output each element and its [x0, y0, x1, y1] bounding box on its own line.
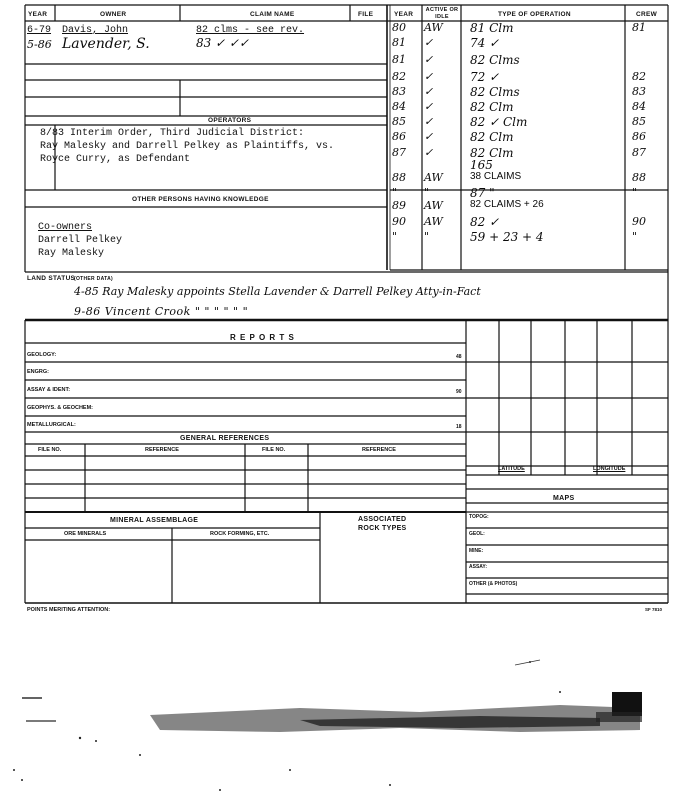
operation-row-11-type: 38 CLAIMS [470, 171, 522, 182]
owner-row-1-claim: 82 clms - see rev. [196, 25, 305, 36]
operation-row-12-status: " [424, 186, 430, 199]
report-label-1: GEOLOGY: [27, 352, 57, 358]
operation-row-3-status: ✓ [424, 53, 434, 66]
operation-row-14-year: 90 [392, 215, 406, 228]
maps-title: MAPS [553, 495, 575, 502]
operation-row-15-crew: " [632, 230, 638, 243]
operation-row-4-type: 72 ✓ [470, 70, 500, 84]
operators-line-3: Royce Curry, as Defendant [40, 154, 191, 165]
gr-reference-2: REFERENCE [362, 447, 396, 453]
header-year-2: YEAR [394, 11, 414, 18]
operation-row-5-crew: 83 [632, 85, 646, 98]
points-meriting-attention: POINTS MERITING ATTENTION: [27, 607, 111, 613]
operation-row-1-type: 81 Clm [470, 21, 514, 35]
operation-row-9-crew: 87 [632, 146, 646, 159]
operation-row-13-type: 82 CLAIMS + 26 [470, 199, 544, 210]
gr-reference: REFERENCE [145, 447, 179, 453]
operation-row-9-type: 82 Clm [470, 146, 514, 160]
operators-title: OPERATORS [208, 117, 252, 124]
owner-row-2-year: 5-86 [27, 38, 52, 51]
owner-row-1-year: 6-79 [27, 25, 52, 36]
header-file: FILE [358, 11, 374, 18]
operation-row-8-crew: 86 [632, 130, 646, 143]
report-num-5: 18 [456, 424, 462, 430]
operation-row-10-type: 165 [470, 158, 493, 172]
scan-noise [0, 620, 678, 803]
associated-label: ASSOCIATED [358, 516, 407, 523]
operation-row-12-type: 87 " [470, 186, 495, 200]
operation-row-11-year: 88 [392, 171, 406, 184]
general-references-title: GENERAL REFERENCES [180, 435, 270, 442]
report-label-5: METALLURGICAL: [27, 422, 76, 428]
co-owner-1: Darrell Pelkey [38, 235, 123, 246]
operation-row-7-crew: 85 [632, 115, 646, 128]
operation-row-14-type: 82 ✓ [470, 215, 500, 229]
operation-row-13-year: 89 [392, 199, 406, 212]
operation-row-4-status: ✓ [424, 70, 434, 83]
map-item-4: ASSAY: [469, 564, 488, 570]
operation-row-15-year: " [392, 230, 398, 243]
operation-row-15-status: " [424, 230, 430, 243]
operation-row-6-crew: 84 [632, 100, 646, 113]
operation-row-5-year: 83 [392, 85, 406, 98]
operation-row-7-type: 82 ✓ Clm [470, 115, 528, 129]
owner-row-1-owner: Davis, John [62, 25, 129, 36]
co-owner-2: Ray Malesky [38, 248, 105, 259]
form-number: SF 7810 [645, 607, 663, 612]
land-status-sublabel: (OTHER DATA) [74, 276, 113, 282]
operation-row-2-status: ✓ [424, 36, 434, 49]
operators-line-2: Ray Malesky and Darrell Pelkey as Plaintiffs, vs. [40, 141, 335, 152]
operation-row-14-status: AW [424, 215, 443, 228]
report-num-1: 48 [456, 354, 462, 360]
operation-row-4-year: 82 [392, 70, 406, 83]
operation-row-3-type: 82 Clms [470, 53, 520, 67]
operation-row-8-type: 82 Clm [470, 130, 514, 144]
header-year: YEAR [28, 11, 48, 18]
owner-row-2-owner: Lavender, S. [62, 36, 150, 52]
co-owners-heading: Co-owners [38, 222, 93, 233]
map-item-3: MINE: [469, 548, 484, 554]
mineral-assemblage-title: MINERAL ASSEMBLAGE [110, 517, 199, 524]
operation-row-8-year: 86 [392, 130, 406, 143]
operation-row-1-status: AW [424, 21, 443, 34]
operation-row-9-year: 87 [392, 146, 406, 159]
operation-row-1-crew: 81 [632, 21, 646, 34]
operation-row-7-year: 85 [392, 115, 406, 128]
ore-minerals-label: ORE MINERALS [64, 531, 107, 537]
operation-row-5-type: 82 Clms [470, 85, 520, 99]
operation-row-14-crew: 90 [632, 215, 646, 228]
operation-row-12-year: " [392, 186, 398, 199]
operation-row-5-status: ✓ [424, 85, 434, 98]
operation-row-11-crew: 88 [632, 171, 646, 184]
map-item-5: OTHER (& PHOTOS) [469, 581, 518, 587]
operation-row-11-status: AW [424, 171, 443, 184]
longitude-label: LONGITUDE [593, 466, 626, 472]
header-active-or-idle: ACTIVE OR IDLE [425, 7, 459, 20]
operation-row-8-status: ✓ [424, 130, 434, 143]
map-item-2: GEOL: [469, 531, 485, 537]
latitude-label: LATITUDE [498, 466, 525, 472]
report-label-4: GEOPHYS. & GEOCHEM: [27, 405, 94, 411]
operation-row-2-year: 81 [392, 36, 406, 49]
operation-row-9-status: ✓ [424, 146, 434, 159]
header-claim-name: CLAIM NAME [250, 11, 295, 18]
gr-file-no-2: FILE NO. [262, 447, 286, 453]
operation-row-15-type: 59 + 23 + 4 [470, 230, 544, 244]
operation-row-6-type: 82 Clm [470, 100, 514, 114]
other-persons-title: OTHER PERSONS HAVING KNOWLEDGE [132, 196, 269, 203]
owner-row-2-claim: 83 ✓ ✓✓ [196, 36, 250, 50]
operation-row-13-status: AW [424, 199, 443, 212]
report-label-3: ASSAY & IDENT: [27, 387, 71, 393]
operation-row-4-crew: 82 [632, 70, 646, 83]
operators-line-1: 8/83 Interim Order, Third Judicial District: [40, 128, 305, 139]
operation-row-2-type: 74 ✓ [470, 36, 500, 50]
operation-row-6-status: ✓ [424, 100, 434, 113]
land-status-line-2: 9-86 Vincent Crook " " " " " " [74, 305, 249, 318]
operation-row-1-year: 80 [392, 21, 406, 34]
land-status-label: LAND STATUS [27, 275, 76, 282]
header-type-of-operation: TYPE OF OPERATION [498, 11, 571, 18]
header-owner: OWNER [100, 11, 127, 18]
land-status-line-1: 4-85 Ray Malesky appoints Stella Lavender & Darrell Pelkey Atty-in-Fact [74, 285, 481, 298]
operation-row-12-crew: " [632, 186, 638, 199]
reports-title: R E P O R T S [230, 333, 295, 342]
gr-file-no: FILE NO. [38, 447, 62, 453]
rock-forming-label: ROCK FORMING, ETC. [210, 531, 270, 537]
operation-row-6-year: 84 [392, 100, 406, 113]
operation-row-7-status: ✓ [424, 115, 434, 128]
report-num-3: 90 [456, 389, 462, 395]
header-crew: CREW [636, 11, 658, 18]
map-item-1: TOPOG: [469, 514, 489, 520]
rock-types-label: ROCK TYPES [358, 525, 407, 532]
operation-row-3-year: 81 [392, 53, 406, 66]
report-label-2: ENGRG: [27, 369, 49, 375]
